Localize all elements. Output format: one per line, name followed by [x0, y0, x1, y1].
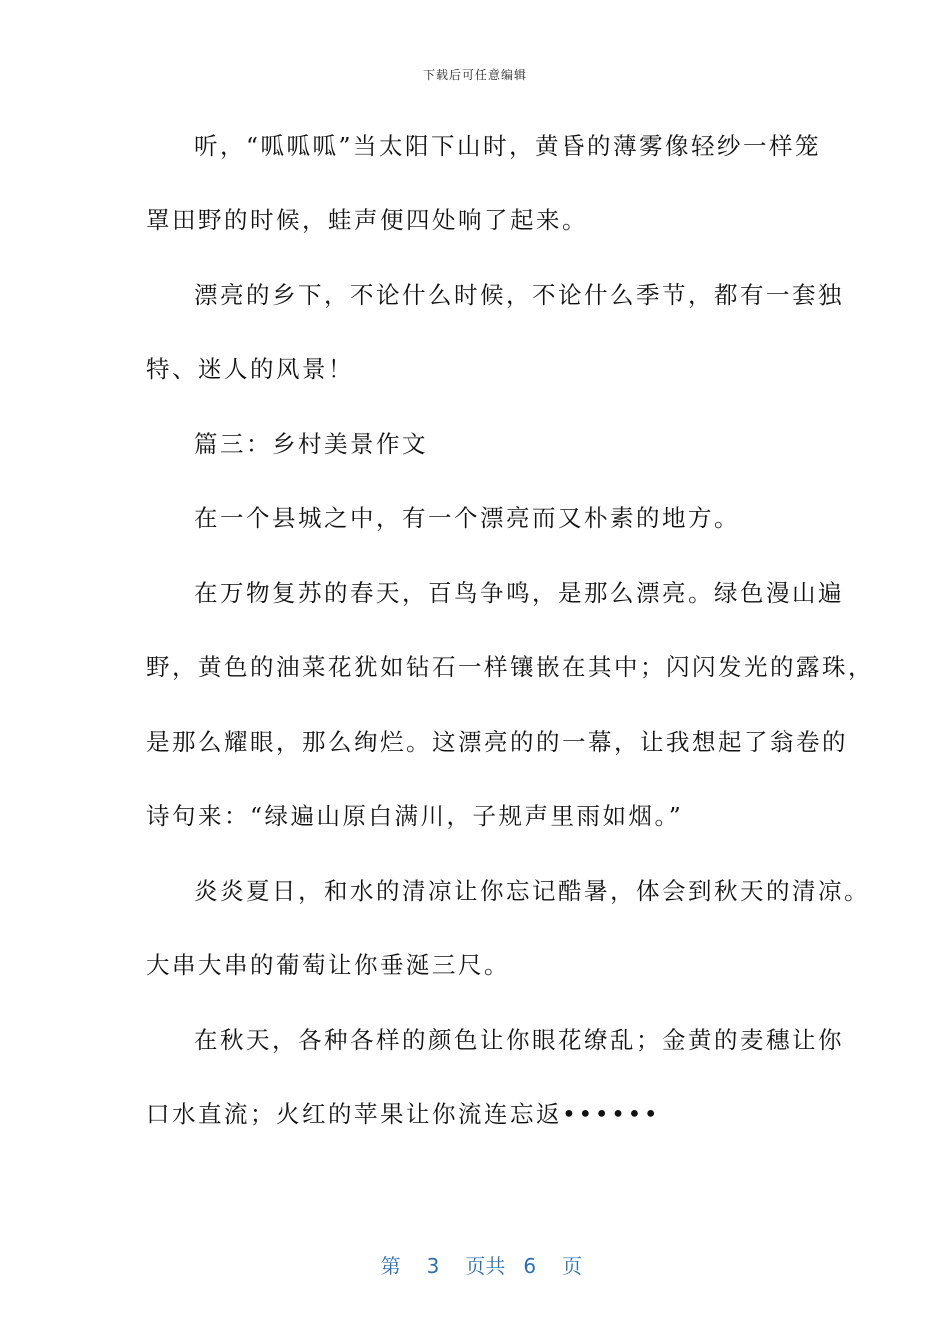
paragraph-line: 漂亮的乡下，不论什么时候，不论什么季节，都有一套独 — [194, 281, 844, 309]
paragraph-line: 是那么耀眼，那么绚烂。这漂亮的的一幕，让我想起了翁卷的 — [146, 728, 848, 756]
page-current: 3 — [426, 1254, 440, 1278]
paragraph-line: 炎炎夏日，和水的清凉让你忘记酷暑，体会到秋天的清凉。 — [194, 877, 870, 905]
page-prefix: 第 — [380, 1254, 401, 1278]
page-header-note: 下载后可任意编辑 — [422, 68, 527, 82]
paragraph-line: 罩田野的时候，蛙声便四处响了起来。 — [146, 206, 588, 234]
paragraph-line: 口水直流；火红的苹果让你流连忘返•••••• — [146, 1100, 661, 1128]
paragraph-line: 听，“呱呱呱”当太阳下山时，黄昏的薄雾像轻纱一样笼 — [194, 132, 822, 160]
page-number-footer — [0, 1226, 950, 1279]
page-middle: 页共 — [465, 1254, 506, 1278]
paragraph-line: 野，黄色的油菜花犹如钻石一样镶嵌在其中；闪闪发光的露珠， — [146, 653, 874, 681]
paragraph-line: 在秋天，各种各样的颜色让你眼花缭乱；金黄的麦穗让你 — [194, 1026, 844, 1054]
page-suffix: 页 — [562, 1254, 583, 1278]
paragraph-line: 诗句来：“绿遍山原白满川，子规声里雨如烟。” — [146, 802, 684, 830]
paragraph-line: 特、迷人的风景！ — [146, 355, 354, 383]
page-total: 6 — [523, 1254, 537, 1278]
paragraph-line: 大串大串的葡萄让你垂涎三尺。 — [146, 951, 510, 979]
section-heading: 篇三：乡村美景作文 — [194, 430, 428, 458]
paragraph-line: 在万物复苏的春天，百鸟争鸣，是那么漂亮。绿色漫山遍 — [194, 579, 844, 607]
paragraph-line: 在一个县城之中，有一个漂亮而又朴素的地方。 — [194, 504, 740, 532]
